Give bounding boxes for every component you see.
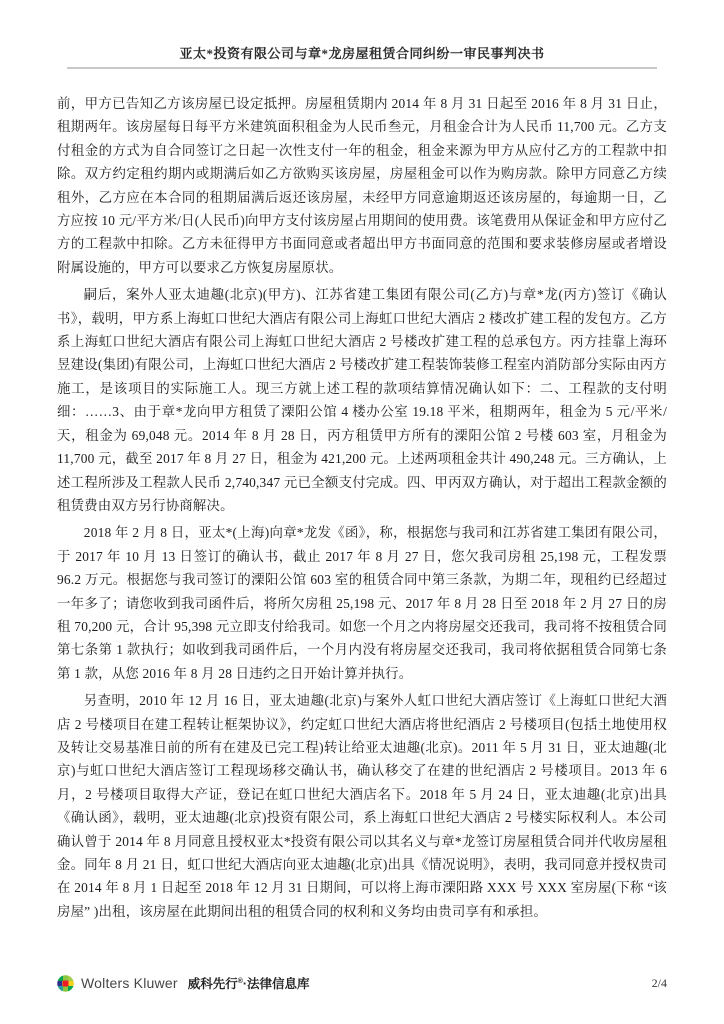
document-header xyxy=(57,0,667,69)
brand-block xyxy=(57,974,310,992)
product-name xyxy=(188,974,310,992)
document-body xyxy=(57,92,667,923)
document-title: 亚太*投资有限公司与章*龙房屋租赁合同纠纷一审民事判决书 xyxy=(179,46,545,61)
page-number: 2/4 xyxy=(651,975,667,990)
document-footer xyxy=(57,974,667,992)
product-name-suffix: ·法律信息库 xyxy=(242,977,310,991)
product-name-text: 威科先行 xyxy=(187,977,238,991)
body-paragraph: 前，甲方已告知乙方该房屋已设定抵押。房屋租赁期内 2014 年 8 月 31 日起至 2016 年 8 月 31 日止，租期两年。该房屋每日每平方米建筑面积租金为人民币叁元，月租金合计为人民币 11,700 元。乙方支付租金的方式为自合同签订之日起一次性支付一年的租金，租金来源为甲方从应付乙方的工程款中扣除。双方约定租约期内或期满后如乙方欲购买该房屋，房屋租金可以作为购房款。除甲方同意乙方续租外，乙方应在本合同的租期届满后返还该房屋，未经甲方同意逾期返还该房屋的，每逾期一日，乙方应按 10 元/平方米/日(人民币)向甲方支付该房屋占用期间的使用费。该笔费用从保证金和甲方应付乙方的工程款中扣除。乙方未征得甲方书面同意或者超出甲方书面同意的范围和要求装修房屋或者增设附属设施的，甲方可以要求乙方恢复房屋原状。 xyxy=(57,96,667,275)
wolters-kluwer-logo-icon xyxy=(57,975,74,992)
body-paragraph: 嗣后，案外人亚太迪趣(北京)(甲方)、江苏省建工集团有限公司(乙方)与章*龙(丙方)签订《确认书》，载明，甲方系上海虹口世纪大酒店有限公司上海虹口世纪大酒店 2 楼改扩建工程的发包方。乙方系上海虹口世纪大酒店有限公司上海虹口世纪大酒店 2 号楼改扩建工程的总承包方。丙方挂靠上海环昱建设(集团)有限公司，上海虹口世纪大酒店 2 号楼改扩建工程装饰装修工程室内消防部分实际由丙方施工，是该项目的实际施工人。现三方就上述工程的款项结算情况确认如下：二、工程款的支付明细：……3、由于章*龙向甲方租赁了溧阳公馆 4 楼办公室 19.18 平米，租期两年，租金为 5 元/平米/天，租金为 69,048 元。2014 年 8 月 28 日，丙方租赁甲方所有的溧阳公馆 2 号楼 603 室，月租金为 11,700 元，截至 2017 年 8 月 27 日，租金为 421,200 元。上述两项租金共计 490,248 元。三方确认，上述工程所涉及工程款人民币 2,740,347 元已全额支付完成。四、甲丙双方确认，对于超出工程款金额的租赁费由双方另行协商解决。 xyxy=(57,287,667,513)
body-paragraph: 另查明，2010 年 12 月 16 日，亚太迪趣(北京)与案外人虹口世纪大酒店签订《上海虹口世纪大酒店 2 号楼项目在建工程转让框架协议》，约定虹口世纪大酒店将世纪酒店 2 号楼项目(包括土地使用权及转让交易基准日前的所有在建及已完工程)转让给亚太迪趣(北京)。2011 年 5 月 31 日，亚太迪趣(北京)与虹口世纪大酒店签订工程现场移交确认书，确认移交了在建的世纪酒店 2 号楼项目。2013 年 6 月，2 号楼项目取得大产证，登记在虹口世纪大酒店名下。2018 年 5 月 24 日，亚太迪趣(北京)出具《确认函》，载明，亚太迪趣(北京)投资有限公司，系上海虹口世纪大酒店 2 号楼实际权利人。本公司确认曾于 2014 年 8 月同意且授权亚太*投资有限公司以其名义与章*龙签订房屋租赁合同并代收房屋租金。同年 8 月 21 日，虹口世纪大酒店向亚太迪趣(北京)出具《情况说明》，表明，我司同意并授权贵司在 2014 年 8 月 1 日起至 2018 年 12 月 31 日期间，可以将上海市溧阳路 XXX 号 XXX 室房屋(下称 “该房屋” )出租，该房屋在此期间出租的租赁合同的权利和义务均由贵司享有和承担。 xyxy=(57,693,667,919)
registered-mark: ® xyxy=(237,977,243,985)
brand-name: Wolters Kluwer xyxy=(81,975,178,991)
title-divider xyxy=(67,67,657,69)
body-paragraph: 2018 年 2 月 8 日，亚太*(上海)向章*龙发《函》，称，根据您与我司和江苏省建工集团有限公司，于 2017 年 10 月 13 日签订的确认书，截止 2017 年 8 月 27 日，您欠我司房租 25,198 元，工程发票 96.2 万元。根据您与我司签订的溧阳公馆 603 室的租赁合同中第三条款，为期二年，现租约已经超过一年多了；请您收到我司函件后，将所欠房租 25,198 元、2017 年 8 月 28 日至 2018 年 2 月 27 日的房租 70,200 元，合计 95,398 元立即支付给我司。如您一个月之内将房屋交还我司，我司将不按租赁合同第七条第 1 款执行；如收到我司函件后，一个月内没有将房屋交还我司，我司将依据租赁合同第七条第 1 款，从您 2016 年 8 月 28 日违约之日开始计算并执行。 xyxy=(57,525,667,681)
